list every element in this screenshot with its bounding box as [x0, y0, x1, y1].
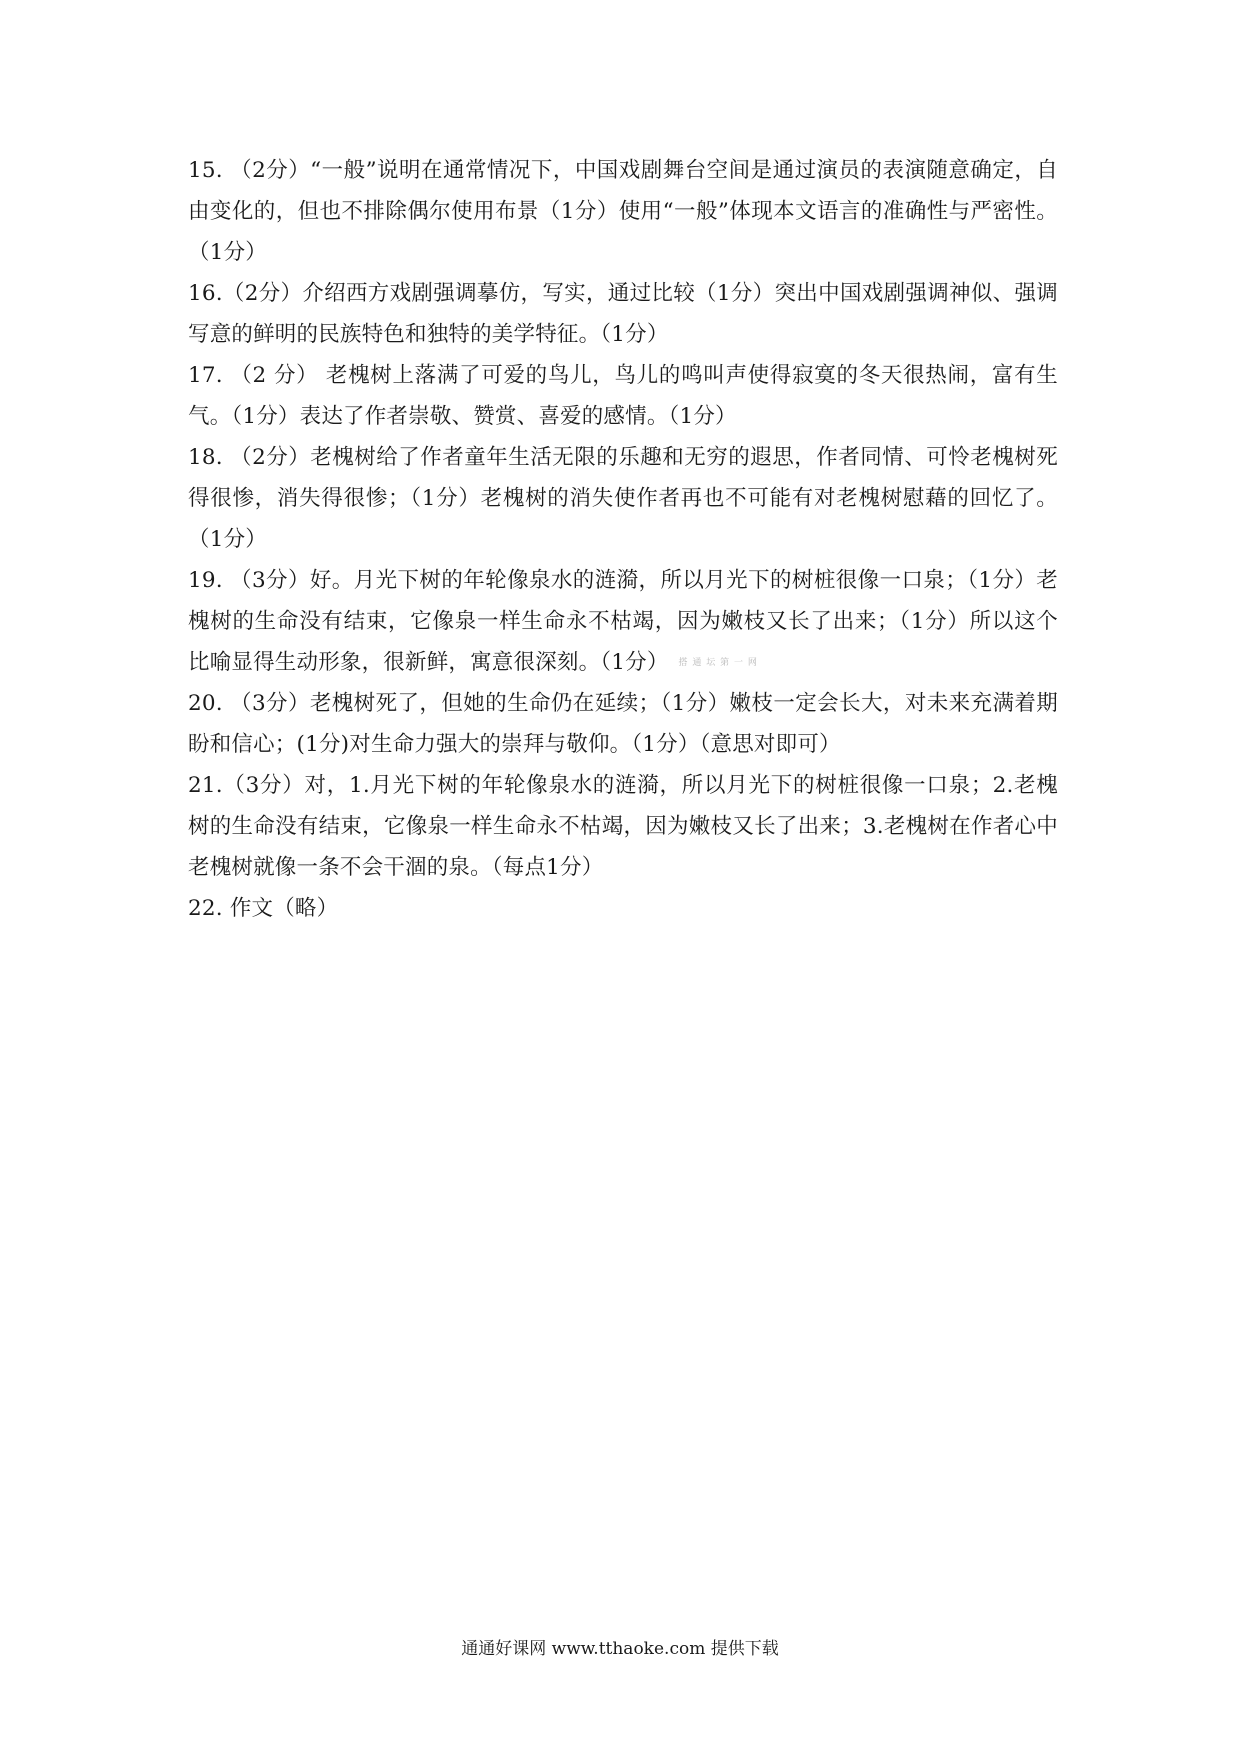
faint-watermark: 搭 通 坛 第 一 网: [678, 657, 758, 668]
answer-16-text: 16.（2分）介绍西方戏剧强调摹仿，写实，通过比较（1分）突出中国戏剧强调神似、强调写意的鲜明的民族特色和独特的美学特征。（1分）: [188, 281, 1058, 347]
answer-20: [188, 683, 1058, 765]
answer-21-text: 21.（3分）对，1.月光下树的年轮像泉水的涟漪，所以月光下的树桩很像一口泉；2.老槐树的生命没有结束，它像泉一样生命永不枯竭，因为嫩枝又长了出来；3.老槐树在作者心中老槐树就像一条不会干涸的泉。（每点1分）: [188, 773, 1058, 880]
answer-15-text: 15. （2分）“一般”说明在通常情况下，中国戏剧舞台空间是通过演员的表演随意确定，自由变化的，但也不排除偶尔使用布景（1分）使用“一般”体现本文语言的准确性与严密性。（1分）: [188, 158, 1058, 265]
answer-17: [188, 355, 1058, 437]
answer-21: [188, 765, 1058, 888]
answer-16: [188, 273, 1058, 355]
answer-22-text: 22. 作文（略）: [188, 896, 339, 921]
answer-18-text: 18. （2分）老槐树给了作者童年生活无限的乐趣和无穷的遐思，作者同情、可怜老槐树死得很惨，消失得很惨；（1分）老槐树的消失使作者再也不可能有对老槐树慰藉的回忆了。（1分）: [188, 445, 1058, 552]
answer-22: [188, 888, 1058, 929]
footer-credit: 通通好课网 www.tthaoke.com 提供下载: [461, 1639, 779, 1659]
answer-19-text: 19. （3分）好。月光下树的年轮像泉水的涟漪，所以月光下的树桩很像一口泉；（1分）老槐树的生命没有结束，它像泉一样生命永不枯竭，因为嫩枝又长了出来；（1分）所以这个比喻显得生动形象，很新鲜，寓意很深刻。（1分）: [188, 568, 1058, 675]
answer-20-text: 20. （3分）老槐树死了，但她的生命仍在延续；（1分）嫩枝一定会长大，对未来充满着期盼和信心；(1分)对生命力强大的崇拜与敬仰。（1分）（意思对即可）: [188, 691, 1058, 757]
answer-17-text: 17. （2 分） 老槐树上落满了可爱的鸟儿，鸟儿的鸣叫声使得寂寞的冬天很热闹，富有生气。（1分）表达了作者崇敬、赞赏、喜爱的感情。（1分）: [188, 363, 1058, 429]
answer-15: [188, 150, 1058, 273]
answer-19: [188, 560, 1058, 683]
answer-18: [188, 437, 1058, 560]
answer-list: [188, 150, 1058, 929]
